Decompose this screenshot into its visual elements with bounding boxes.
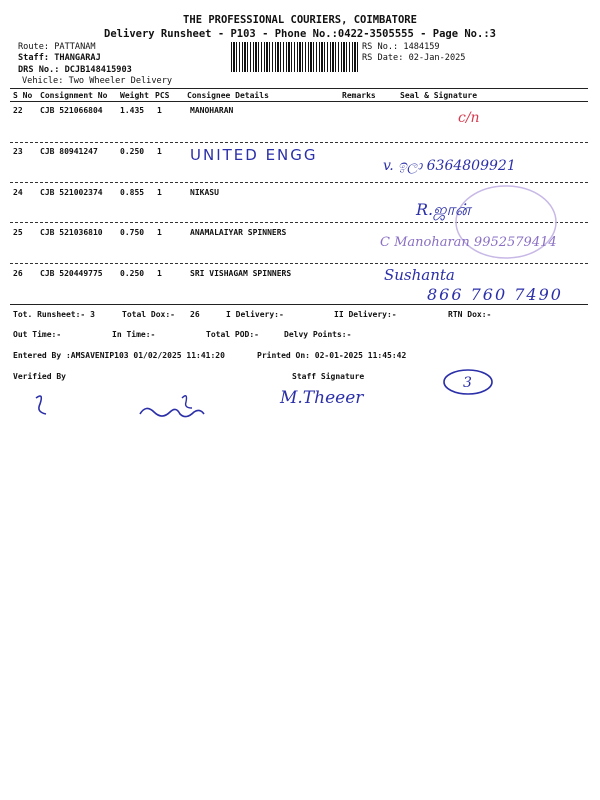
row-consignment: CJB 80941247	[40, 147, 98, 156]
total-pod: Total POD:-	[206, 330, 259, 339]
company-title: THE PROFESSIONAL COURIERS, COIMBATORE	[183, 14, 417, 26]
verifier-scribble-1	[36, 396, 46, 414]
printed-on: Printed On: 02-01-2025 11:45:42	[257, 351, 407, 360]
route-text: Route: PATTANAM	[18, 42, 96, 52]
rtn-dox: RTN Dox:-	[448, 310, 492, 319]
row-weight: 0.855	[120, 188, 145, 197]
entered-by: Entered By :AMSAVENIP103 01/02/2025 11:41:20	[13, 351, 225, 360]
col-weight: Weight	[120, 91, 149, 100]
row-sno: 24	[13, 188, 23, 197]
tot-runsheet: Tot. Runsheet:- 3	[13, 310, 95, 319]
row23-consignee-handwriting: UNITED ENGG	[190, 146, 318, 164]
circled-page-number: 3	[463, 375, 472, 391]
row-pcs: 1	[157, 106, 162, 115]
rs-no-text: RS No.: 1484159	[362, 42, 440, 52]
row-consignee: NIKASU	[190, 188, 219, 197]
total-dox-label: Total Dox:-	[122, 310, 175, 319]
staff-signature-handwriting: M.Theeer	[280, 388, 364, 408]
row-consignment: CJB 521002374	[40, 188, 103, 197]
rs-date-text: RS Date: 02-Jan-2025	[362, 53, 466, 63]
row-weight: 0.250	[120, 147, 145, 156]
row-sno: 23	[13, 147, 23, 156]
in-time: In Time:-	[112, 330, 156, 339]
ii-delivery: II Delivery:-	[334, 310, 397, 319]
vehicle-text: Vehicle: Two Wheeler Delivery	[22, 76, 173, 86]
row-consignee: MANOHARAN	[190, 106, 234, 115]
delvy-points: Delvy Points:-	[284, 330, 352, 339]
row-consignee: ANAMALAIYAR SPINNERS	[190, 228, 287, 237]
verifier-scribble-3	[182, 396, 192, 408]
row25-seal-handwriting: C Manoharan 9952579414	[380, 235, 557, 250]
row-pcs: 1	[157, 188, 162, 197]
row-sno: 26	[13, 269, 23, 278]
col-pcs: PCS	[155, 91, 170, 100]
col-seal: Seal & Signature	[400, 91, 478, 100]
row26-seal-phone: 866 760 7490	[427, 285, 563, 304]
row-sno: 25	[13, 228, 23, 237]
row-pcs: 1	[157, 269, 162, 278]
row-weight: 0.750	[120, 228, 145, 237]
verifier-scribble-2	[140, 408, 204, 416]
row-consignment: CJB 521036810	[40, 228, 103, 237]
col-consignee: Consignee Details	[187, 91, 269, 100]
out-time: Out Time:-	[13, 330, 62, 339]
row-weight: 1.435	[120, 106, 145, 115]
row-consignee: SRI VISHAGAM SPINNERS	[190, 269, 292, 278]
verified-by-label: Verified By	[13, 372, 66, 381]
col-consignment: Consignment No	[40, 91, 108, 100]
i-delivery: I Delivery:-	[226, 310, 284, 319]
runsheet-subtitle: Delivery Runsheet - P103 - Phone No.:0422-3505555 - Page No.:3	[104, 28, 496, 40]
row22-seal-scribble: c/n	[458, 110, 480, 126]
col-sno: S No	[13, 91, 33, 100]
row26-seal-name: Sushanta	[384, 266, 455, 284]
row-weight: 0.250	[120, 269, 145, 278]
drs-text: DRS No.: DCJB148415903	[18, 65, 132, 75]
staff-signature-label: Staff Signature	[292, 372, 365, 381]
row-pcs: 1	[157, 147, 162, 156]
row24-seal-handwriting: R.ஜான்	[416, 200, 471, 219]
row-consignment: CJB 520449775	[40, 269, 103, 278]
staff-text: Staff: THANGARAJ	[18, 53, 101, 63]
total-dox-value: 26	[190, 310, 200, 319]
row23-seal-handwriting: v. ඉලා 6364809921	[383, 158, 516, 174]
row-consignment: CJB 521066804	[40, 106, 103, 115]
col-remarks: Remarks	[342, 91, 376, 100]
row-sno: 22	[13, 106, 23, 115]
row-pcs: 1	[157, 228, 162, 237]
